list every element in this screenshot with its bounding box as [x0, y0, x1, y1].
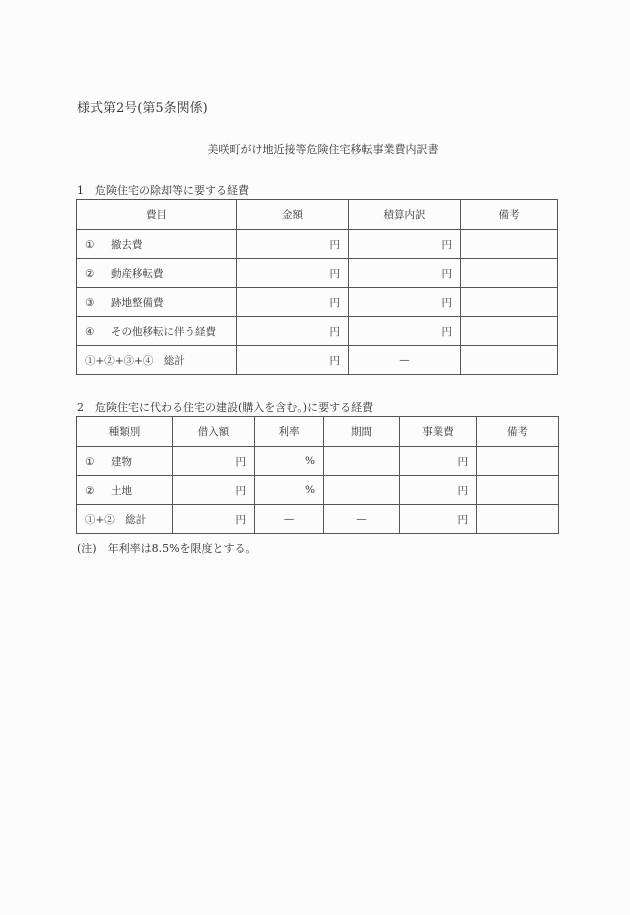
loan-cell[interactable]: 円 — [173, 476, 255, 505]
remarks-cell[interactable] — [461, 317, 558, 346]
row-label — [77, 317, 237, 346]
table-row — [77, 230, 558, 259]
amount-cell[interactable]: 円 — [237, 259, 349, 288]
row-number: ② — [85, 484, 95, 497]
demolition-cost-table — [76, 199, 558, 375]
row-item: 跡地整備費 — [111, 296, 164, 309]
total-amount-cell[interactable]: 円 — [237, 346, 349, 375]
total-rate-dash: — — [255, 505, 324, 534]
breakdown-cell[interactable]: 円 — [349, 230, 461, 259]
breakdown-cell[interactable]: 円 — [349, 317, 461, 346]
cost-cell[interactable]: 円 — [400, 447, 477, 476]
column-header-loan: 借入額 — [173, 417, 255, 447]
cost-cell[interactable]: 円 — [400, 476, 477, 505]
document-title — [0, 141, 630, 157]
total-loan-cell[interactable]: 円 — [173, 505, 255, 534]
table-row — [77, 288, 558, 317]
document-title-text: 美咲町がけ地近接等危険住宅移転事業費内訳書 — [207, 143, 439, 156]
table-header-row — [77, 200, 558, 230]
column-header-remarks: 備考 — [461, 200, 558, 230]
footnote: (注) 年利率は8.5%を限度とする。 — [77, 542, 257, 555]
row-label — [77, 230, 237, 259]
section2-heading: 2 危険住宅に代わる住宅の建設(購入を含む。)に要する経費 — [77, 401, 374, 414]
total-breakdown-dash: — — [349, 346, 461, 375]
row-label — [77, 447, 173, 476]
row-number: ③ — [85, 296, 95, 309]
form-number: 様式第2号(第5条関係) — [77, 101, 208, 116]
row-number: ① — [85, 455, 95, 468]
row-number: ② — [85, 267, 95, 280]
breakdown-cell[interactable]: 円 — [349, 288, 461, 317]
amount-cell[interactable]: 円 — [237, 230, 349, 259]
rate-cell[interactable]: % — [255, 476, 324, 505]
total-label: ①+② 総計 — [77, 505, 173, 534]
row-label — [77, 288, 237, 317]
table-row — [77, 259, 558, 288]
table-row — [77, 476, 559, 505]
rate-cell[interactable]: % — [255, 447, 324, 476]
total-period-dash: — — [324, 505, 400, 534]
row-item: 土地 — [111, 484, 132, 497]
column-header-rate: 利率 — [255, 417, 324, 447]
section1-heading: 1 危険住宅の除却等に要する経費 — [77, 184, 249, 197]
row-item: その他移転に伴う経費 — [111, 325, 216, 338]
row-label — [77, 259, 237, 288]
total-remarks-cell[interactable] — [477, 505, 559, 534]
column-header-amount: 金額 — [237, 200, 349, 230]
breakdown-cell[interactable]: 円 — [349, 259, 461, 288]
remarks-cell[interactable] — [477, 447, 559, 476]
table-row — [77, 447, 559, 476]
row-item: 撤去費 — [111, 238, 143, 251]
period-cell[interactable] — [324, 447, 400, 476]
remarks-cell[interactable] — [461, 230, 558, 259]
total-row — [77, 346, 558, 375]
row-label — [77, 476, 173, 505]
table-row — [77, 317, 558, 346]
column-header-period: 期間 — [324, 417, 400, 447]
column-header-item: 費目 — [77, 200, 237, 230]
row-number: ① — [85, 238, 95, 251]
table-header-row — [77, 417, 559, 447]
amount-cell[interactable]: 円 — [237, 288, 349, 317]
remarks-cell[interactable] — [477, 476, 559, 505]
column-header-cost: 事業費 — [400, 417, 477, 447]
total-label: ①+②+③+④ 総計 — [77, 346, 237, 375]
row-item: 動産移転費 — [111, 267, 164, 280]
construction-cost-table — [76, 416, 559, 534]
loan-cell[interactable]: 円 — [173, 447, 255, 476]
column-header-remarks: 備考 — [477, 417, 559, 447]
row-item: 建物 — [111, 455, 132, 468]
column-header-breakdown: 積算内訳 — [349, 200, 461, 230]
period-cell[interactable] — [324, 476, 400, 505]
total-row — [77, 505, 559, 534]
total-cost-cell[interactable]: 円 — [400, 505, 477, 534]
remarks-cell[interactable] — [461, 259, 558, 288]
column-header-type: 種類別 — [77, 417, 173, 447]
amount-cell[interactable]: 円 — [237, 317, 349, 346]
total-remarks-cell[interactable] — [461, 346, 558, 375]
remarks-cell[interactable] — [461, 288, 558, 317]
row-number: ④ — [85, 325, 95, 338]
